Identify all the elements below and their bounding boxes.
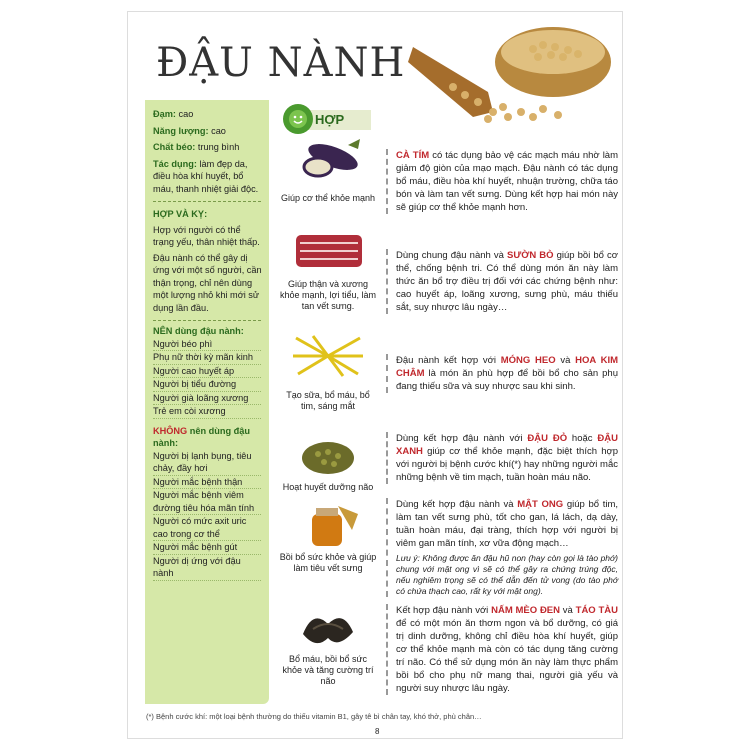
row-text: và: [560, 605, 576, 616]
row-text: là món ăn phù hợp để bồi bổ cho sản phụ đang thiếu sữa và suy nhược sau khi sinh.: [396, 368, 618, 392]
eggplant-image: [288, 137, 368, 185]
effect-label: Tác dụng:: [153, 158, 197, 169]
row-text: Dùng chung đậu nành và: [396, 250, 507, 261]
list-item: Người béo phì: [153, 338, 261, 352]
protein-label: Đạm:: [153, 109, 176, 119]
row-text: Dùng kết hợp đậu nành với: [396, 433, 528, 444]
pairing-row-beans: [278, 430, 618, 500]
list-item: Người già loãng xương: [153, 392, 261, 406]
compatible-badge: [283, 104, 373, 130]
row-text: giúp cơ thể khỏe mạnh, đặc biệt thích hợp với người bị bệnh cước khí(*) hay những người mắc những bệnh về tim mạch, tuần hoàn máu não.: [396, 446, 618, 483]
list-item: Người bị tiểu đường: [153, 378, 261, 392]
row-caption: Giúp thận và xương khỏe mạnh, lợi tiểu, làm tan vết sưng.: [280, 279, 376, 311]
row-caption: Hoạt huyết dưỡng não: [282, 482, 374, 492]
highlight-ingredient: NẤM MÈO ĐEN: [491, 605, 561, 616]
should-use-heading: NÊN dùng đậu nành:: [153, 326, 244, 336]
row-description: [386, 432, 618, 484]
row-text: để có một món ăn thơm ngon và bổ dưỡng, có giá trị dinh dưỡng, không chỉ điều hòa khí huyết, giúp cơ thể khỏe mạnh mà còn có tác dụng tăng cường trí não. Có thể sử dụng món ăn này làm thực phẩm bồi bổ cho phụ nữ mang thai, người già yếu và người suy nhược lâu ngày.: [396, 618, 618, 694]
warning-note: Lưu ý: Không được ăn đậu hũ non (hay còn gọi là tào phớ) chung với mật ong vì sẽ có thể gây ra chứng trúng độc, nếu nghiêm trọng sẽ có thể dẫn đến tử vong (do tào phớ có chứa thạch cao, rất kỵ với mật ong).: [396, 553, 618, 596]
honey-image: [288, 500, 368, 548]
should-not-heading: nên dùng đậu nành:: [153, 425, 250, 448]
row-text: Kết hợp đậu nành với: [396, 605, 492, 616]
should-use-list: [145, 338, 269, 419]
row-text: và: [555, 355, 576, 366]
page-number: 8: [375, 727, 380, 736]
highlight-ingredient: ĐẬU ĐỎ: [527, 433, 568, 444]
list-item: Người mắc bệnh viêm đường tiêu hóa mãn tính: [153, 489, 261, 515]
row-text: có tác dụng bảo vệ các mạch máu nhờ làm giảm độ giòn của mạo mạch. Đậu nành có tác dụng bổ máu, điều hòa khí huyết, nhuận trường, chữa táo bón và làm tan vết sưng. Dùng kết hợp hai món này sẽ giúp cơ thể khỏe mạnh hơn.: [396, 150, 619, 213]
nutrition-sidebar: [145, 100, 269, 704]
row-text: Đậu nành kết hợp với: [396, 355, 501, 366]
row-description: [386, 354, 618, 393]
compatible-label: HỢP: [303, 110, 371, 130]
fat-value: trung bình: [195, 142, 240, 152]
highlight-ingredient: ĐẬU XANH: [396, 433, 618, 457]
divider: [153, 320, 261, 321]
list-item: Người dị ứng với đậu nành: [153, 555, 261, 581]
energy-value: cao: [208, 125, 226, 136]
black-fungus-image: [288, 604, 368, 652]
row-text: Dùng kết hợp đậu nành và: [396, 499, 518, 510]
pairing-row-honey: [278, 500, 618, 600]
highlight-ingredient: CÀ TÍM: [396, 150, 430, 161]
highlight-ingredient: MÓNG HEO: [500, 355, 556, 366]
should-not-heading-emphasis: KHÔNG: [153, 425, 188, 436]
row-description: [386, 149, 618, 214]
row-caption: Bồi bổ sức khỏe và giúp làm tiêu vết sưng: [279, 552, 377, 573]
pairing-row-lily-flower: [278, 332, 618, 422]
caution-text: Đậu nành có thể gây dị ứng với một số người, cần thận trọng, chỉ nên dùng một lượng nhỏ khi mới sử dụng lần đầu.: [153, 252, 262, 313]
row-description: [386, 498, 618, 597]
row-text: giúp bồi bổ cơ thể, chống bệnh tri. Có thể dùng món ăn này làm thức ăn bổ trợ điều trị đối với các chứng bệnh như: cao huyết áp, loãng xương, sưng phù, máu thiếu sắt, suy nhược lâu ngày…: [396, 250, 619, 313]
list-item: Người có mức axit uric cao trong cơ thể: [153, 515, 261, 541]
list-item: Người cao huyết áp: [153, 365, 261, 379]
divider: [153, 201, 261, 202]
pairing-row-mushroom: [278, 604, 618, 704]
list-item: Người mắc bệnh gút: [153, 541, 261, 555]
suitability-text: Hợp với người có thể trạng yếu, thân nhiệt thấp.: [153, 224, 260, 247]
row-description: [386, 249, 618, 314]
highlight-ingredient: MẬT ONG: [517, 499, 564, 510]
page-title: ĐẬU NÀNH: [156, 40, 406, 86]
suitability-heading: HỢP VÀ KỴ:: [153, 209, 208, 219]
highlight-ingredient: TÁO TÀU: [575, 605, 619, 616]
list-item: Phụ nữ thời kỳ mãn kinh: [153, 351, 261, 365]
row-caption: Tạo sữa, bổ máu, bổ tim, sáng mắt: [286, 390, 370, 411]
row-caption: Giúp cơ thể khỏe mạnh: [281, 193, 375, 203]
row-text: hoặc: [567, 433, 598, 444]
footnote: (*) Bệnh cước khí: một loại bệnh thường do thiếu vitamin B1, gây tê bì chân tay, khó thở, phù chân…: [146, 712, 482, 721]
list-item: Người bị lạnh bụng, tiêu chảy, đầy hơi: [153, 450, 261, 476]
energy-label: Năng lượng:: [153, 125, 209, 136]
book-page: [128, 12, 622, 738]
lily-flower-image: [288, 332, 368, 380]
smiley-icon: [283, 104, 313, 134]
beef-ribs-image: [288, 227, 368, 275]
highlight-ingredient: SƯỜN BÒ: [507, 250, 554, 261]
row-caption: Bổ máu, bồi bổ sức khỏe và tăng cường trí não: [282, 654, 374, 686]
row-description: [386, 604, 618, 695]
fat-label: Chất béo:: [153, 142, 196, 152]
should-not-list: [145, 450, 269, 581]
pairing-row-beef-ribs: [278, 227, 618, 327]
protein-value: cao: [175, 109, 194, 119]
row-text: giúp bổ tim, làm tan vết sưng phù, tốt cho gan, lá lách, dạ dày, tuần hoàn máu, đại tràng, thích hợp với người bị viêm gan mãn tính, xơ vữa động mạch…: [396, 499, 618, 549]
green-beans-image: [288, 430, 368, 478]
list-item: Người mắc bệnh thận: [153, 476, 261, 490]
soybean-photo: [393, 17, 618, 127]
pairing-row-eggplant: [278, 137, 618, 217]
highlight-ingredient: HOA KIM CHÂM: [396, 355, 619, 379]
list-item: Trẻ em còi xương: [153, 405, 261, 419]
effect-value: làm đẹp da, điều hòa khí huyết, bổ máu, thanh nhiệt giải độc.: [153, 158, 259, 194]
